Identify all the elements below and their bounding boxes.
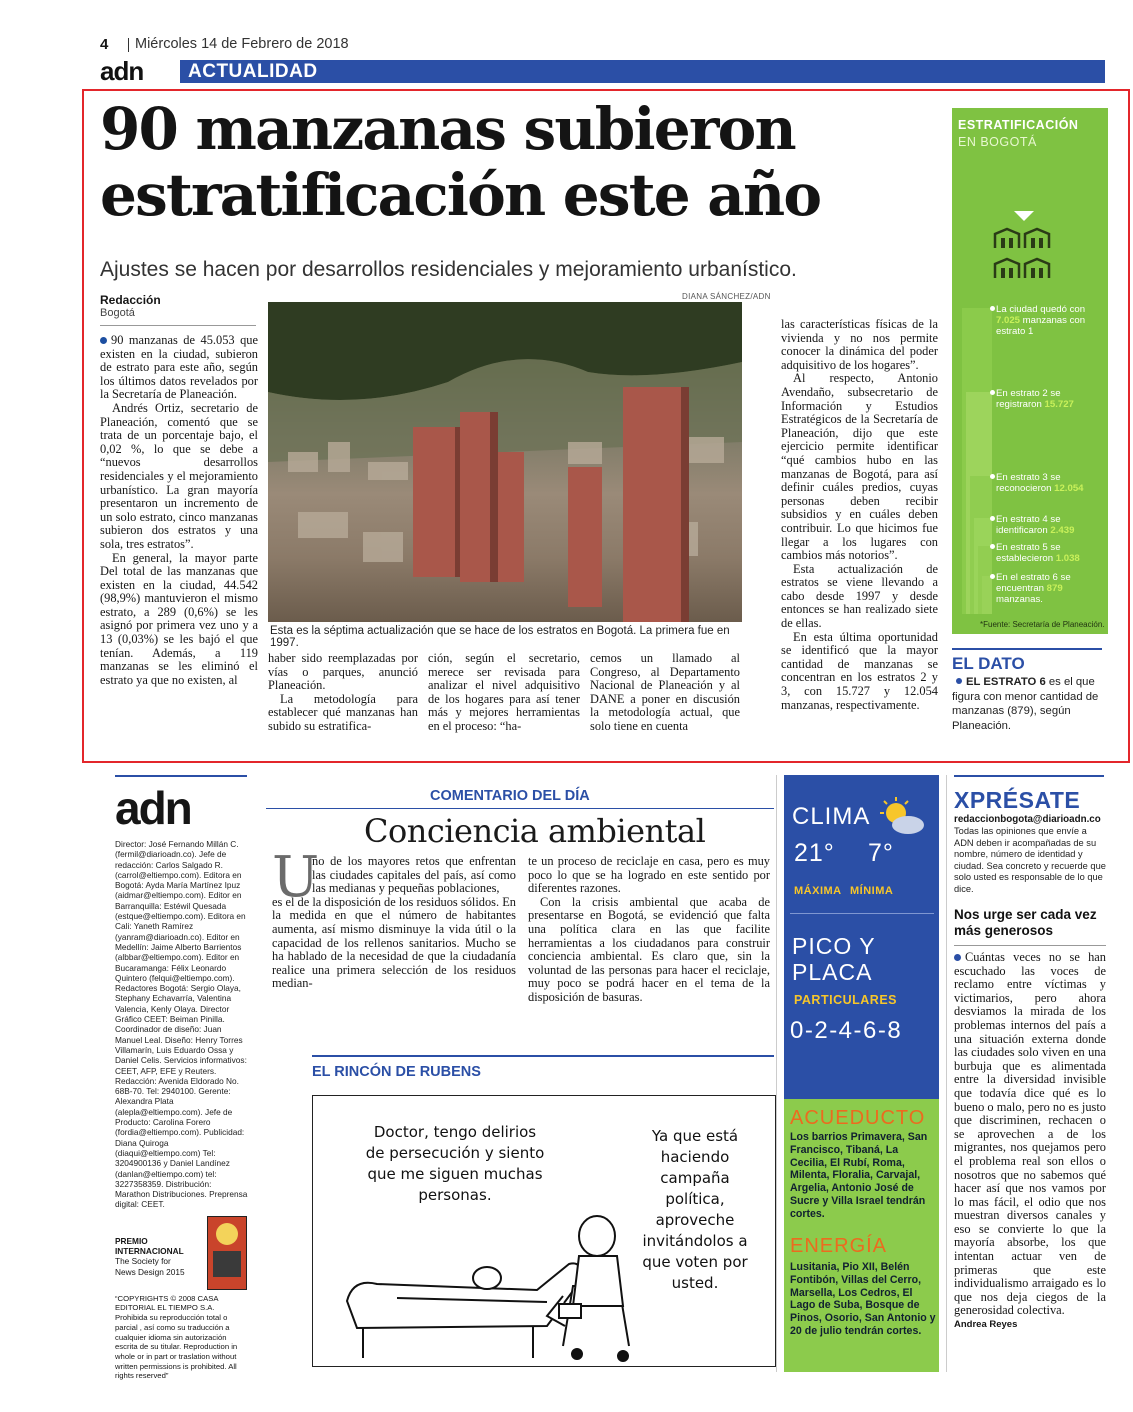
- cartoon-kicker-rule: [312, 1055, 774, 1057]
- bogota-skyline-illustration: [268, 302, 742, 622]
- el-dato-box: [952, 648, 1108, 733]
- headline-line-1: 90 manzanas subieron: [100, 95, 795, 163]
- expresate-email[interactable]: redaccionbogota@diarioadn.co: [954, 814, 1101, 825]
- energia-box: [784, 1235, 939, 1372]
- stat-number: 12.054: [1054, 483, 1084, 494]
- stratum-stat-3: En estrato 3 se reconocieron 12.054: [996, 472, 1104, 494]
- divider: [128, 38, 129, 52]
- el-dato-text: EL ESTRATO 6 es el que figura con menor cantidad de manzanas (879), según Planeación.: [952, 676, 1099, 732]
- cartoon-doctor-drawing: [533, 1196, 653, 1366]
- page-number: 4: [100, 36, 109, 53]
- article-paragraph: Esta actualización de estratos se viene llevando a cabo desde 1997 y desde entonces se han realizado siete de ellas.: [781, 561, 938, 631]
- masthead-logo: adn: [115, 782, 191, 834]
- subheadline: Ajustes se hacen por desarrollos residenciales y mejoramiento urbanístico.: [100, 258, 797, 281]
- cartoon-doctor-speech: Ya que está haciendo campaña política, aproveche invitándolos a que voten por usted.: [642, 1127, 748, 1292]
- editorial-paragraph: es el de la disposición de los residuos sólidos. En la medida en que el número de habitantes aumenta, así mismo disminuye la vida útil o la capacidad de los rellenos sanitarios. Mucho se ha hablado de la necesidad de que la ciudadanía realice una primera selección de los residuos median-: [272, 894, 516, 991]
- infographic-subtitle: EN BOGOTÁ: [958, 135, 1037, 149]
- pico-line: PICO Y: [792, 933, 876, 959]
- article-column-2: [268, 652, 418, 734]
- bullet-dot: [100, 337, 107, 344]
- stat-number: 1.038: [1055, 553, 1080, 564]
- stratum-stat-2: En estrato 2 se registraron 15.727: [996, 388, 1104, 410]
- stratum-bars: [962, 304, 992, 614]
- stat-number: 879: [1046, 583, 1063, 594]
- article-paragraph: 90 manzanas de 45.053 que existen en la ciudad, subieron de estrato para este año, según los últimos datos revelados por la Secretaría de Planeación.: [100, 333, 258, 402]
- photo-caption: Esta es la séptima actualización que se hace de los estratos en Bogotá. La primera fue en 1997.: [270, 625, 730, 649]
- energia-text: Lusitania, Pio XII, Belén Fontibón, Villas del Cerro, Marsella, Los Cedros, El Lago de Suba, Bosque de Pinos, Osorio, San Antonio y 20 de julio tendrán cortes.: [790, 1261, 936, 1337]
- max-temp: 21°: [794, 839, 835, 867]
- section-bar: [180, 60, 1105, 83]
- stratum-stat-5: En estrato 5 se establecieron 1.038: [996, 542, 1104, 564]
- masthead-column: [115, 775, 248, 1381]
- min-temp: 7°: [868, 839, 894, 867]
- article-paragraph: En esta última oportunidad se identificó que la mayor cantidad de manzanas se concentran en los estratos 2 y 3, con 15.727 y 12.054 manzanas, respectivamente.: [781, 629, 938, 712]
- drop-cap: U: [272, 845, 320, 910]
- article-column-5: [781, 318, 938, 712]
- article-paragraph: La metodología para establecer qué manzanas han subido su estratifica-: [268, 691, 418, 733]
- stat-number: 2.439: [1050, 525, 1075, 536]
- stat-marker-dot: [990, 516, 995, 521]
- article-column-3: [428, 652, 580, 734]
- award-block: [115, 1216, 248, 1290]
- award-seal-image: [207, 1216, 247, 1290]
- editorial-paragraph: Con la crisis ambiental que acaba de presentarse en Bogotá, se evidenció que falta una política clara en las que facilite herramientas a los ciudadanos para construir conciencia ambiental. Es claro que, sin la voluntad de las personas para hacer el reciclaje, muy poco se podrá hacer en el tema de la disposición de basuras.: [528, 894, 770, 1004]
- weather-column: [784, 775, 939, 1372]
- city-photo: [268, 302, 742, 622]
- article-paragraph: ción, según el secretario, merece ser revisada para analizar el nivel adquisitivo de los hogares para así tener más y mejores herramientas en el proceso: “ha-: [428, 651, 580, 733]
- infographic-source: *Fuente: Secretaría de Planeación.: [980, 620, 1105, 629]
- article-paragraph: Andrés Ortiz, secretario de Planeación, comentó que se trata de un porcentaje bajo, el 0,02 %, lo que se debe a “nuevos desarrollos residenciales y el mejoramiento urbanístico. La gran mayoría presentaron un incremento de un solo estrato, cinco manzanas subieron dos estratos y una sola, tres estratos”.: [100, 400, 258, 551]
- cartoon-kicker: EL RINCÓN DE RUBENS: [312, 1064, 481, 1080]
- masthead-credits: Director: José Fernando Millán C. (fermil@diarioadn.co). Jefe de redacción: Carlos Salgado R. (carrol@eltiempo.com). Editora en Bogotá: Ayda María Martínez Ipuz (aidmar@eltiempo.com). Editor en Barranquilla: Estéwil Quesada (estque@eltiempo.com). Editora en Cali: Yaneth Ramírez (yanram@diarioadn.co). Editor en Medellín: Jaime Alberto Barrientos (albbar@eltiempo.com). Editor en Bucaramanga: Félix Leonardo Quintero (felqui@eltiempo.com). Redactores Bogotá: Sergio Olaya, Stephany Echavarría, Valentina Valencia, Kenly Olaya. Director Gráfico CEET: Beiman Pinilla. Coordinador de diseño: Juan Manuel Leal. Diseño: Henry Torres Villamarín, Luis Eduardo Ossa y Daniel Celis. Servicios informativos: CEET, AFP, EFE y Reuters. Redacción: Avenida Eldorado No. 68B-70. Tel: 2940100. Gerente: Alexandra Plata (alepla@eltiempo.com). Jefe de Producto: Carolina Forero (fordia@eltiempo.com). Publicidad: Diana Quiroga (diaqui@eltiempo.com) Tel: 3204900136 y Daniel Landínez (danlan@eltiempo.com) tel: 3227358359. Distribución: Marathon Distribuciones. Preprensa digital: CEET.: [115, 839, 248, 1210]
- weather-title: CLIMA: [792, 803, 871, 830]
- editorial-kicker: COMENTARIO DEL DÍA: [430, 788, 590, 804]
- stratum-stat-1: La ciudad quedó con 7.025 manzanas con estrato 1: [996, 304, 1104, 337]
- letter-author: Andrea Reyes: [954, 1319, 1018, 1331]
- stat-number: 15.727: [1044, 399, 1074, 410]
- bullet-dot: [956, 678, 962, 684]
- headline: [100, 96, 940, 228]
- award-line: PREMIO: [115, 1235, 148, 1246]
- stat-marker-dot: [990, 306, 995, 311]
- headline-line-2: estratificación este año: [100, 161, 821, 229]
- award-line: The Society for: [115, 1256, 171, 1267]
- cartoon-frame: [312, 1095, 776, 1367]
- award-line: INTERNACIONAL: [115, 1245, 184, 1256]
- el-dato-title: EL DATO: [952, 654, 1025, 673]
- cartoon-patient-speech: Doctor, tengo delirios de persecución y siento que me siguen muchas personas.: [365, 1123, 545, 1204]
- infographic-title: ESTRATIFICACIÓN: [958, 118, 1079, 132]
- stratum-stat-6: En el estrato 6 se encuentran 879 manzanas.: [996, 572, 1104, 605]
- restricted-plates: 0-2-4-6-8: [790, 1017, 903, 1044]
- plates-box: [784, 1011, 939, 1099]
- pico-line: PLACA: [792, 959, 873, 985]
- byline: [100, 293, 260, 326]
- bullet-dot: [954, 954, 961, 961]
- acueducto-box: [784, 1099, 939, 1235]
- article-paragraph: las características físicas de la vivienda y no nos permite conocer la dinámica del poder adquisitivo de los hogares”.: [781, 317, 938, 372]
- section-label: ACTUALIDAD: [188, 61, 318, 82]
- editorial-paragraph: no de los mayores retos que enfrentan las ciudades capitales del país, así como las medianas y pequeñas poblaciones,: [312, 854, 516, 896]
- stat-marker-dot: [990, 390, 995, 395]
- expresate-intro: Todas las opiniones que envíe a ADN deben ir acompañadas de su nombre, número de identidad y ciudad. Sea concreto y recuerde que solo usted es responsable de lo que dice.: [954, 826, 1106, 894]
- expresate-rule: [954, 775, 1104, 777]
- stat-number: 7.025: [996, 315, 1021, 326]
- stratification-infographic: [952, 108, 1108, 634]
- acueducto-title: ACUEDUCTO: [790, 1107, 926, 1129]
- article-paragraph: haber sido reemplazadas por vías o parques, anunció Planeación.: [268, 651, 418, 693]
- acueducto-text: Los barrios Primavera, San Francisco, Tibaná, La Cecilia, El Rubí, Roma, Milenta, Floralia, Carvajal, Argelia, Antonio José de Sucre y Villa Israel tendrán cortes.: [790, 1131, 928, 1220]
- article-paragraph: Al respecto, Antonio Avendaño, subsecretario de Información y Estudios Estratégicos de la Secretaría de Planeación, dijo que este ejercicio permite identificar “qué cambios hubo en las manzanas de Bogotá, para así definir cuáles predios, cuyas personas deben recibir subsidios y en cuáles deben contribuir. Lo que hicimos fue llegar a los lugares con cambios más notorios”.: [781, 371, 938, 563]
- el-dato-rule: [952, 648, 1102, 650]
- editorial-title: Conciencia ambiental: [364, 812, 706, 850]
- editorial-paragraph: te un proceso de reciclaje en casa, pero es muy poco lo que se ha logrado en este sentido por diferentes razones.: [528, 854, 770, 896]
- article-column-1: [100, 334, 258, 687]
- photo-credit: DIANA SÁNCHEZ/ADN: [682, 292, 771, 301]
- award-line: News Design 2015: [115, 1266, 185, 1277]
- stratum-stat-4: En estrato 4 se identificaron 2.439: [996, 514, 1104, 536]
- pico-y-placa-title: [792, 933, 876, 985]
- stat-marker-dot: [990, 544, 995, 549]
- editorial-column-1: [272, 855, 516, 991]
- byline-rule: [100, 325, 256, 326]
- editorial-kicker-rule: [266, 808, 774, 809]
- copyright-notice: “COPYRIGHTS © 2008 CASA EDITORIAL EL TIEMPO S.A. Prohibida su reproducción total o parcial , así como su traducción a cualquier idioma sin autorización escrita de su titular. Reproduction in whole or in part or traslation without written permissions is prohibited. All rights reserved”: [115, 1293, 238, 1381]
- letter-title: Nos urge ser cada vez más generosos: [954, 907, 1097, 938]
- sun-cloud-icon: [878, 797, 926, 842]
- buildings-icon: [992, 226, 1054, 287]
- stat-marker-dot: [990, 474, 995, 479]
- brand-logo: adn: [100, 56, 144, 86]
- particulares-label: PARTICULARES: [794, 993, 897, 1007]
- expresate-column: [954, 775, 1106, 1330]
- chevron-down-icon: [1014, 210, 1034, 222]
- byline-city: Bogotá: [100, 307, 135, 319]
- expresate-title: XPRÉSATE: [954, 787, 1081, 813]
- stat-marker-dot: [990, 574, 995, 579]
- weather-divider: [790, 913, 934, 914]
- weather-box: [784, 775, 939, 1011]
- page-header: [100, 36, 1105, 86]
- letter-rule: [954, 945, 1106, 946]
- article-column-4: [590, 652, 740, 734]
- issue-date: Miércoles 14 de Febrero de 2018: [135, 36, 349, 52]
- max-label: MÁXIMA: [794, 885, 842, 897]
- editorial-column-2: [528, 855, 770, 1005]
- article-paragraph: cemos un llamado al Congreso, al Departamento Nacional de Planeación y al DANE a poner en discusión la metodología actual, que solo tiene en cuenta: [590, 651, 740, 733]
- article-paragraph: En general, la mayor parte Del total de las manzanas que existen en la ciudad, 44.542 (98,9%) mantuvieron el mismo estrato, a 289 (0,6%) se les asignó por primera vez uno y a 13 (0,03%) se les bajó el que tenían. Además, a 119 manzanas se les eliminó el estrato ya que no existen, al: [100, 550, 258, 687]
- letter-body: Cuántas veces no se han escuchado las voces de reclamo entre víctimas y victimarios, pero ahora desviamos la mirada de los problemas internos del país a una situación externa donde las ciudades solo viven en una burbuja que es alimentada entre la diversidad invisible que todavía dice qué es lo bueno o malo, pero no es justo que discriminen, rechacen o se aprovechen a de los migrantes, nos quejamos pero el problema real son ellos o nosotros que no sabemos qué hacer así que nos vamos por lo mas fácil, el odio que nos muestran diversos canales y eso se convierte lo que la mayoría absorbe, los que intentan actuar ven de primeras que este individualismo arraigado es lo que nos deja ciegos de la generosidad colectiva.: [954, 950, 1106, 1318]
- energia-title: ENERGÍA: [790, 1235, 888, 1257]
- stratum-bar-6: [982, 576, 992, 614]
- min-label: MÍNIMA: [850, 885, 894, 897]
- stratum-stats: [996, 304, 1104, 614]
- byline-name: Redacción: [100, 293, 161, 307]
- masthead-rule: [115, 775, 247, 777]
- column-separator: [776, 775, 777, 1372]
- column-separator: [946, 775, 947, 1372]
